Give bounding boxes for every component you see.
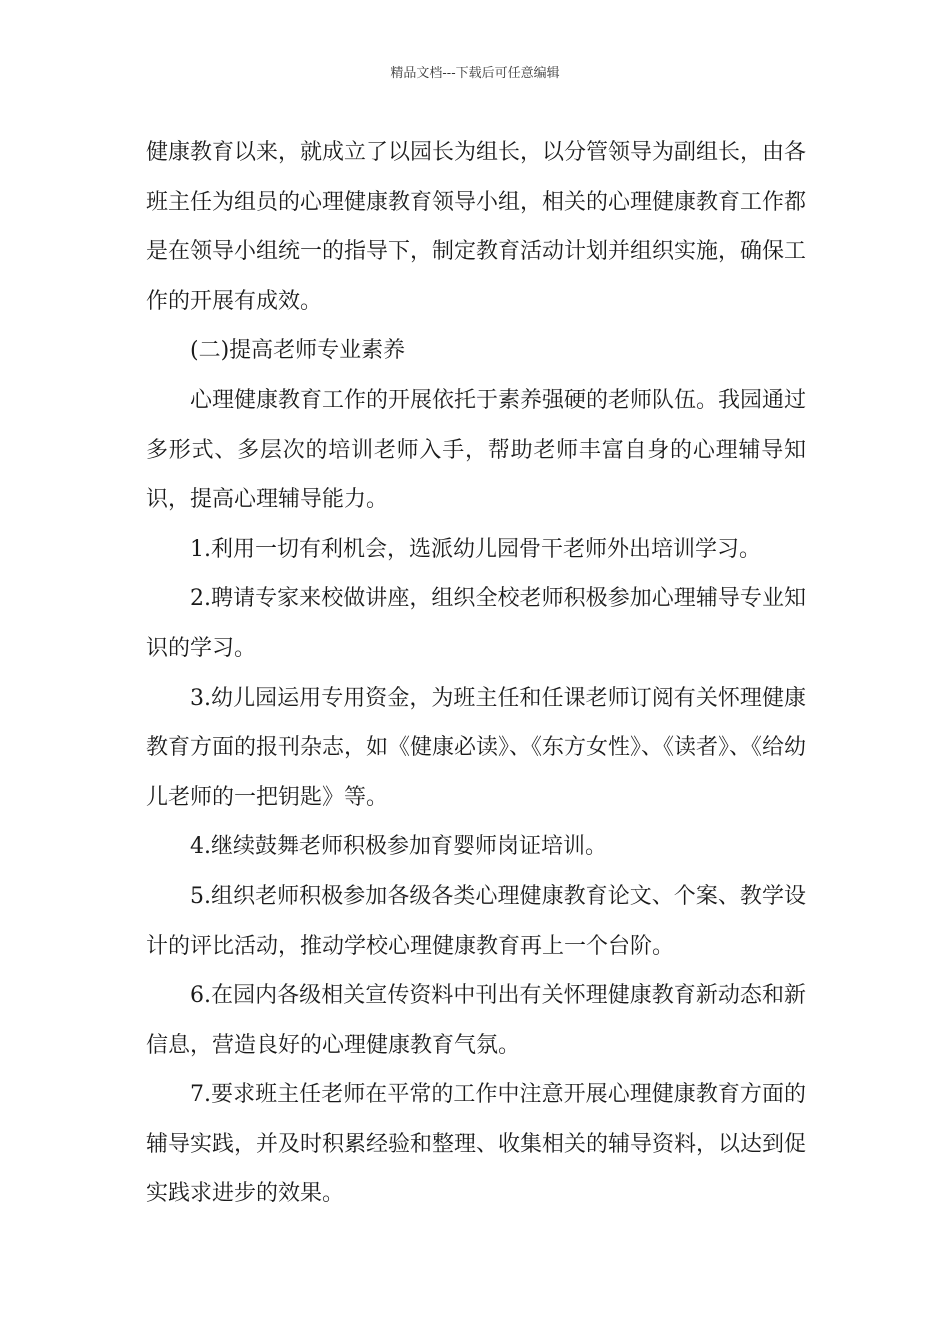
paragraph-1: 健康教育以来，就成立了以园长为组长，以分管领导为副组长，由各班主任为组员的心理健康教育领导小组，相关的心理健康教育工作都是在领导小组统一的指导下，制定教育活动计划并组织实施，确保工作的开展有成效。 <box>146 140 807 314</box>
page-header: 精品文档---下载后可任意编辑 <box>390 66 560 81</box>
list-item-3: 3.幼儿园运用专用资金，为班主任和任课老师订阅有关怀理健康教育方面的报刊杂志，如《健康必读》、《东方女性》、《读者》、《给幼儿老师的一把钥匙》等。 <box>146 685 807 810</box>
list-item-2: 2.聘请专家来校做讲座，组织全校老师积极参加心理辅导专业知识的学习。 <box>146 586 806 661</box>
list-item-6: 6.在园内各级相关宣传资料中刊出有关怀理健康教育新动态和新信息，营造良好的心理健康教育气氛。 <box>146 983 806 1058</box>
list-item-1: 1.利用一切有利机会，选派幼儿园骨干老师外出培训学习。 <box>190 536 761 562</box>
document-body <box>146 128 806 1219</box>
list-item-5: 5.组织老师积极参加各级各类心理健康教育论文、个案、教学设计的评比活动，推动学校心理健康教育再上一个台阶。 <box>146 883 806 959</box>
list-item-7: 7.要求班主任老师在平常的工作中注意开展心理健康教育方面的辅导实践，并及时积累经验和整理、收集相关的辅导资料，以达到促实践求进步的效果。 <box>146 1082 807 1207</box>
list-item-4: 4.继续鼓舞老师积极参加育婴师岗证培训。 <box>190 834 607 860</box>
section-heading: (二)提高老师专业素养 <box>190 338 406 364</box>
paragraph-3: 心理健康教育工作的开展依托于素养强硬的老师队伍。我园通过多形式、多层次的培训老师入手，帮助老师丰富自身的心理辅导知识，提高心理辅导能力。 <box>146 387 807 513</box>
